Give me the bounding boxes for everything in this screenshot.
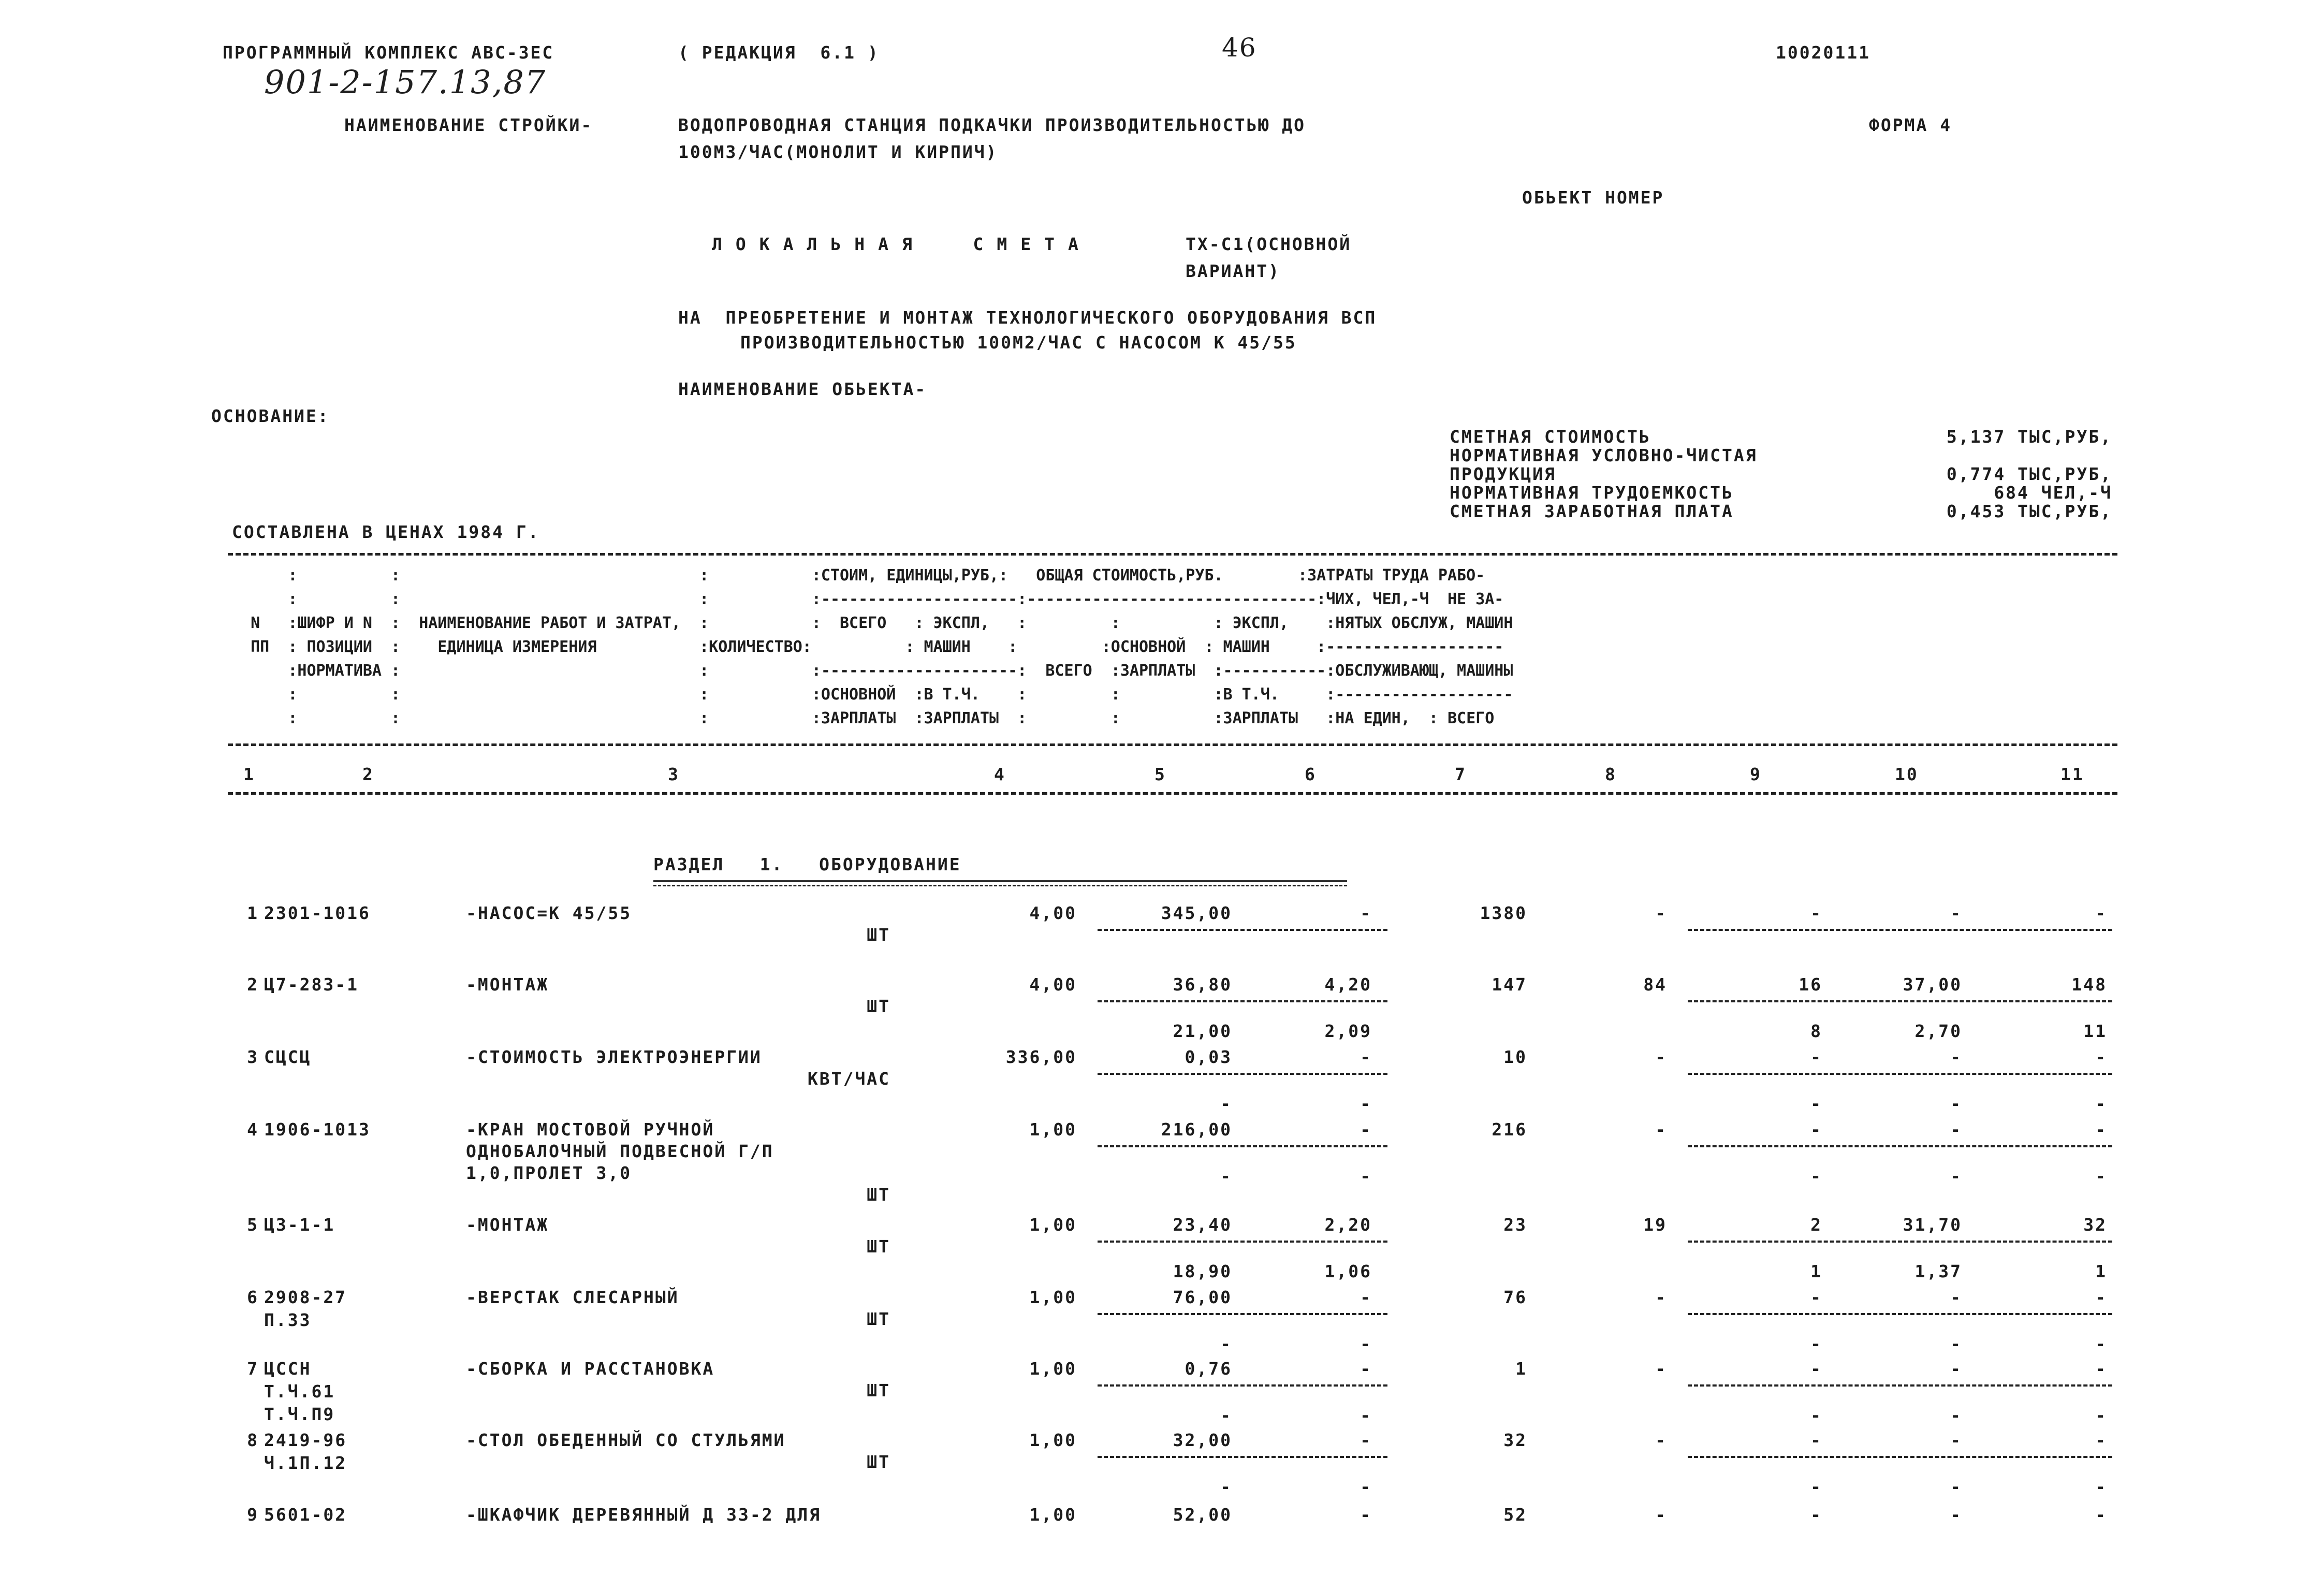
row-c5: 216,00 [1161, 1119, 1232, 1140]
row-base-salary: 84 [1643, 974, 1667, 995]
row-total: 1 [1515, 1359, 1527, 1379]
row-code: 1906-1013 [264, 1119, 371, 1140]
row-code: Ч.1П.12 [264, 1453, 347, 1473]
compiled-prices-note: СОСТАВЛЕНА В ЦЕНАХ 1984 Г. [232, 522, 540, 542]
row-c6: - [1360, 1505, 1372, 1525]
subject-line2: ПРОИЗВОДИТЕЛЬНОСТЬЮ 100М2/ЧАС С НАСОСОМ К 45/55 [740, 332, 1297, 353]
row-quantity: 336,00 [1005, 1047, 1077, 1067]
row-quantity: 4,00 [1029, 974, 1077, 995]
row-c11: 32 [2083, 1215, 2107, 1235]
row-c5: - [1220, 1166, 1232, 1186]
row-c6: - [1360, 1405, 1372, 1425]
row-c5: 36,80 [1173, 974, 1232, 995]
row-c5: 18,90 [1173, 1261, 1232, 1281]
row-quantity: 4,00 [1029, 903, 1077, 923]
row-c5: - [1220, 1405, 1232, 1425]
row-unit: ШТ [867, 1236, 890, 1257]
row-code: 5601-02 [264, 1505, 347, 1525]
estimate-code-line1: ТХ-С1(ОСНОВНОЙ [1186, 234, 1352, 254]
row-c11: - [2095, 1505, 2107, 1525]
row-unit: ШТ [867, 1452, 890, 1472]
row-c6: - [1360, 1334, 1372, 1354]
row-c9: - [1810, 1430, 1822, 1450]
labor-rule [1688, 929, 2112, 931]
row-c10: - [1950, 1287, 1962, 1307]
header-line: : : : :ЗАРПЛАТЫ :ЗАРПЛАТЫ : : :ЗАРПЛАТЫ :НА ЕДИН, : ВСЕГО [232, 709, 1495, 727]
header-line: N :ШИФР И N : НАИМЕНОВАНИЕ РАБОТ И ЗАТРАТ, : : ВСЕГО : ЭКСПЛ, : : : ЭКСПЛ, :НЯТЫХ ОБСЛУЖ, МАШИН [232, 614, 1513, 632]
row-quantity: 1,00 [1029, 1505, 1077, 1525]
column-number: 2 [362, 764, 374, 784]
row-base-salary: - [1655, 1047, 1667, 1067]
row-c10: - [1950, 1334, 1962, 1354]
subject-line1: НА ПРЕОБРЕТЕНИЕ И МОНТАЖ ТЕХНОЛОГИЧЕСКОГО ОБОРУДОВАНИЯ ВСП [678, 308, 1377, 328]
header-line: : : : :---------------------:-------------------------------:ЧИХ, ЧЕЛ,-Ч НЕ ЗА- [232, 590, 1504, 608]
row-number: 2 [247, 974, 259, 995]
row-c6: - [1360, 1477, 1372, 1497]
column-number: 3 [668, 764, 680, 784]
row-c6: 4,20 [1324, 974, 1372, 995]
row-code: СЦСЦ [264, 1047, 312, 1067]
unit-price-rule [1098, 1145, 1387, 1147]
column-number: 6 [1305, 764, 1317, 784]
form-label: ФОРМА 4 [1869, 115, 1952, 135]
row-c10: - [1950, 903, 1962, 923]
row-c6: 2,20 [1324, 1215, 1372, 1235]
row-code: ЦССН [264, 1359, 312, 1379]
document-code: 10020111 [1776, 42, 1870, 63]
row-c9: - [1810, 1166, 1822, 1186]
estimate-title: ЛОКАЛЬНАЯ СМЕТА [712, 234, 1092, 254]
row-c11: - [2095, 1359, 2107, 1379]
row-c6: 1,06 [1324, 1261, 1372, 1281]
row-c11: - [2095, 903, 2107, 923]
row-c11: - [2095, 1430, 2107, 1450]
row-code: 2419-96 [264, 1430, 347, 1450]
section-title: РАЗДЕЛ 1. ОБОРУДОВАНИЕ [653, 854, 961, 874]
row-c6: - [1360, 1047, 1372, 1067]
row-c9: - [1810, 1477, 1822, 1497]
labor-rule [1688, 1000, 2112, 1002]
row-c5: - [1220, 1477, 1232, 1497]
column-number: 4 [994, 764, 1006, 784]
row-unit: ШТ [867, 925, 890, 945]
row-c6: - [1360, 1093, 1372, 1114]
construction-name-line2: 100М3/ЧАС(МОНОЛИТ И КИРПИЧ) [678, 142, 998, 162]
row-total: 52 [1503, 1505, 1527, 1525]
summary-value: 0,774 ТЫС,РУБ, [1946, 464, 2112, 484]
row-unit: КВТ/ЧАС [807, 1069, 890, 1089]
summary-label: СМЕТНАЯ СТОИМОСТЬ [1450, 427, 1651, 447]
column-numbers-rule [228, 792, 2117, 795]
section-underline [653, 880, 1347, 886]
row-quantity: 1,00 [1029, 1359, 1077, 1379]
unit-price-rule [1098, 1313, 1387, 1315]
row-total: 76 [1503, 1287, 1527, 1307]
row-c9: - [1810, 1119, 1822, 1140]
row-c9: - [1810, 1047, 1822, 1067]
row-base-salary: - [1655, 1505, 1667, 1525]
row-c11: 11 [2083, 1021, 2107, 1041]
row-c9: - [1810, 1334, 1822, 1354]
labor-rule [1688, 1073, 2112, 1075]
row-quantity: 1,00 [1029, 1287, 1077, 1307]
row-c11: - [2095, 1405, 2107, 1425]
row-name: -КРАН МОСТОВОЙ РУЧНОЙ [466, 1119, 715, 1140]
summary-label: НОРМАТИВНАЯ ТРУДОЕМКОСТЬ [1450, 483, 1734, 503]
row-c9: - [1810, 1505, 1822, 1525]
construction-name-line1: ВОДОПРОВОДНАЯ СТАНЦИЯ ПОДКАЧКИ ПРОИЗВОДИТЕЛЬНОСТЬЮ ДО [678, 115, 1306, 135]
row-c11: - [2095, 1166, 2107, 1186]
row-code: Ц3-1-1 [264, 1215, 335, 1235]
row-base-salary: - [1655, 1287, 1667, 1307]
row-c5: 52,00 [1173, 1505, 1232, 1525]
row-base-salary: - [1655, 1119, 1667, 1140]
unit-price-rule [1098, 929, 1387, 931]
row-name: -СБОРКА И РАССТАНОВКА [466, 1359, 715, 1379]
program-name: ПРОГРАММНЫЙ КОМПЛЕКС АВС-3ЕС [223, 42, 554, 63]
row-c9: - [1810, 1405, 1822, 1425]
row-c5: 0,76 [1185, 1359, 1232, 1379]
row-c6: - [1360, 1430, 1372, 1450]
row-base-salary: - [1655, 1430, 1667, 1450]
unit-price-rule [1098, 1456, 1387, 1458]
row-base-salary: - [1655, 1359, 1667, 1379]
row-c6: - [1360, 903, 1372, 923]
row-quantity: 1,00 [1029, 1119, 1077, 1140]
unit-price-rule [1098, 1073, 1387, 1075]
row-c11: - [2095, 1047, 2107, 1067]
row-code: Т.Ч.П9 [264, 1404, 335, 1424]
row-c10: - [1950, 1166, 1962, 1186]
row-quantity: 1,00 [1029, 1215, 1077, 1235]
column-number: 10 [1895, 764, 1919, 784]
row-c9: - [1810, 903, 1822, 923]
summary-value: 0,453 ТЫС,РУБ, [1946, 501, 2112, 521]
row-number: 3 [247, 1047, 259, 1067]
row-c5: - [1220, 1093, 1232, 1114]
row-c9: 16 [1799, 974, 1822, 995]
header-line: ПП : ПОЗИЦИИ : ЕДИНИЦА ИЗМЕРЕНИЯ :КОЛИЧЕСТВО: : МАШИН : :ОСНОВНОЙ : МАШИН :------------------- [232, 638, 1504, 656]
object-name-label: НАИМЕНОВАНИЕ ОБЬЕКТА- [678, 379, 927, 399]
row-name: ОДНОБАЛОЧНЫЙ ПОДВЕСНОЙ Г/П [466, 1141, 774, 1161]
row-c10: 31,70 [1903, 1215, 1962, 1235]
column-number: 1 [243, 764, 255, 784]
row-code: 2301-1016 [264, 903, 371, 923]
row-name: 1,0,ПРОЛЕТ 3,0 [466, 1163, 632, 1183]
header-line: :НОРМАТИВА : : :---------------------: ВСЕГО :ЗАРПЛАТЫ :-----------:ОБСЛУЖИВАЮЩ, МАШИНЫ [232, 662, 1513, 680]
row-c11: - [2095, 1334, 2107, 1354]
row-c10: 37,00 [1903, 974, 1962, 995]
handwritten-project-code: 901-2-157.13,87 [264, 63, 547, 101]
row-name: -НАСОС=К 45/55 [466, 903, 632, 923]
column-number: 9 [1750, 764, 1762, 784]
row-c5: 21,00 [1173, 1021, 1232, 1041]
row-code: П.33 [264, 1310, 312, 1330]
row-unit: ШТ [867, 1380, 890, 1401]
header-line: : : : :ОСНОВНОЙ :В Т.Ч. : : :В Т.Ч. :------------------- [232, 685, 1513, 704]
column-number: 8 [1605, 764, 1617, 784]
table-top-rule [228, 553, 2117, 556]
labor-rule [1688, 1241, 2112, 1243]
row-code: 2908-27 [264, 1287, 347, 1307]
row-c11: 148 [2071, 974, 2107, 995]
page-number: 46 [1222, 33, 1257, 63]
edition: ( РЕДАКЦИЯ 6.1 ) [678, 42, 880, 63]
row-c11: 1 [2095, 1261, 2107, 1281]
row-name: -ВЕРСТАК СЛЕСАРНЫЙ [466, 1287, 679, 1307]
row-c6: - [1360, 1287, 1372, 1307]
row-name: -СТОЛ ОБЕДЕННЫЙ СО СТУЛЬЯМИ [466, 1430, 786, 1450]
column-number: 7 [1455, 764, 1467, 784]
basis-label: ОСНОВАНИЕ: [211, 406, 330, 426]
row-unit: ШТ [867, 1309, 890, 1329]
row-c9: 1 [1810, 1261, 1822, 1281]
row-c11: - [2095, 1119, 2107, 1140]
labor-rule [1688, 1384, 2112, 1387]
row-c6: 2,09 [1324, 1021, 1372, 1041]
row-c5: 76,00 [1173, 1287, 1232, 1307]
unit-price-rule [1098, 1000, 1387, 1002]
row-c5: 345,00 [1161, 903, 1232, 923]
row-number: 1 [247, 903, 259, 923]
row-base-salary: - [1655, 903, 1667, 923]
row-number: 4 [247, 1119, 259, 1140]
column-number: 11 [2060, 764, 2084, 784]
row-name: -МОНТАЖ [466, 1215, 549, 1235]
row-c10: - [1950, 1093, 1962, 1114]
header-bottom-rule [228, 743, 2117, 746]
row-total: 10 [1503, 1047, 1527, 1067]
row-c11: - [2095, 1093, 2107, 1114]
row-number: 9 [247, 1505, 259, 1525]
summary-value: 5,137 ТЫС,РУБ, [1946, 427, 2112, 447]
row-c6: - [1360, 1359, 1372, 1379]
row-c9: 2 [1810, 1215, 1822, 1235]
row-c5: 0,03 [1185, 1047, 1232, 1067]
row-name: -МОНТАЖ [466, 974, 549, 995]
row-c5: - [1220, 1334, 1232, 1354]
row-total: 216 [1492, 1119, 1527, 1140]
row-c10: - [1950, 1359, 1962, 1379]
row-c6: - [1360, 1119, 1372, 1140]
row-c10: 1,37 [1914, 1261, 1962, 1281]
row-number: 7 [247, 1359, 259, 1379]
row-quantity: 1,00 [1029, 1430, 1077, 1450]
row-number: 8 [247, 1430, 259, 1450]
row-unit: ШТ [867, 996, 890, 1016]
row-number: 6 [247, 1287, 259, 1307]
row-c10: - [1950, 1505, 1962, 1525]
row-total: 23 [1503, 1215, 1527, 1235]
row-base-salary: 19 [1643, 1215, 1667, 1235]
row-c9: - [1810, 1359, 1822, 1379]
row-number: 5 [247, 1215, 259, 1235]
row-c11: - [2095, 1477, 2107, 1497]
row-c9: - [1810, 1287, 1822, 1307]
row-c5: 32,00 [1173, 1430, 1232, 1450]
row-code: Ц7-283-1 [264, 974, 359, 995]
row-c10: - [1950, 1405, 1962, 1425]
row-c10: - [1950, 1047, 1962, 1067]
row-c6: - [1360, 1166, 1372, 1186]
row-name: -ШКАФЧИК ДЕРЕВЯННЫЙ Д 33-2 ДЛЯ [466, 1505, 822, 1525]
header-line: : : : :СТОИМ, ЕДИНИЦЫ,РУБ,: ОБЩАЯ СТОИМОСТЬ,РУБ. :ЗАТРАТЫ ТРУДА РАБО- [232, 566, 1485, 585]
column-number: 5 [1154, 764, 1166, 784]
summary-label: НОРМАТИВНАЯ УСЛОВНО-ЧИСТАЯ [1450, 445, 1758, 465]
row-c11: - [2095, 1287, 2107, 1307]
row-total: 147 [1492, 974, 1527, 995]
row-name: -СТОИМОСТЬ ЭЛЕКТРОЭНЕРГИИ [466, 1047, 762, 1067]
estimate-code-line2: ВАРИАНТ) [1186, 261, 1280, 281]
unit-price-rule [1098, 1384, 1387, 1387]
summary-label: СМЕТНАЯ ЗАРАБОТНАЯ ПЛАТА [1450, 501, 1734, 521]
construction-label: НАИМЕНОВАНИЕ СТРОЙКИ- [344, 115, 593, 135]
summary-label: ПРОДУКЦИЯ [1450, 464, 1556, 484]
summary-value: 684 ЧЕЛ,-Ч [1994, 483, 2112, 503]
unit-price-rule [1098, 1241, 1387, 1243]
row-code: Т.Ч.61 [264, 1381, 335, 1402]
row-total: 1380 [1480, 903, 1527, 923]
row-c9: 8 [1810, 1021, 1822, 1041]
row-c5: 23,40 [1173, 1215, 1232, 1235]
row-c10: - [1950, 1119, 1962, 1140]
row-c9: - [1810, 1093, 1822, 1114]
object-number-label: ОБЬЕКТ НОМЕР [1522, 187, 1664, 208]
labor-rule [1688, 1456, 2112, 1458]
row-unit: ШТ [867, 1185, 890, 1205]
row-total: 32 [1503, 1430, 1527, 1450]
labor-rule [1688, 1313, 2112, 1315]
row-c10: - [1950, 1477, 1962, 1497]
labor-rule [1688, 1145, 2112, 1147]
row-c10: 2,70 [1914, 1021, 1962, 1041]
row-c10: - [1950, 1430, 1962, 1450]
